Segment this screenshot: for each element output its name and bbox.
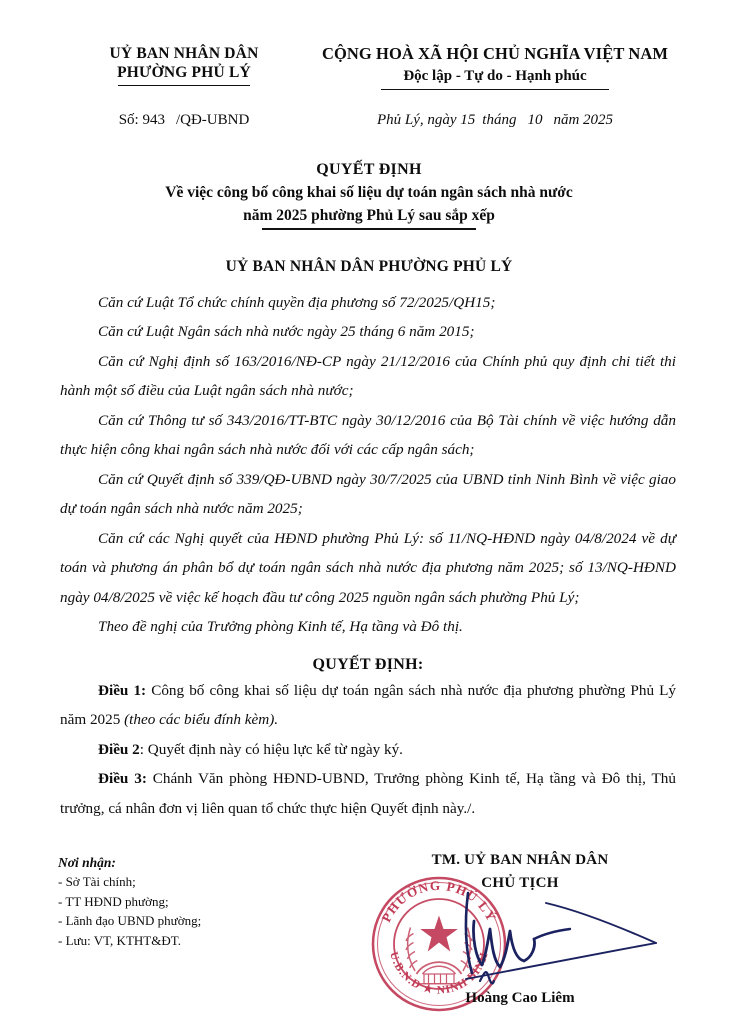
article-2-label: Điều 2 [98, 740, 140, 758]
date-day: 15 [460, 112, 476, 129]
signer-organization: TM. UỶ BAN NHÂN DÂN [431, 852, 609, 869]
recipient-item: - Lưu: VT, KTHT&ĐT. [58, 932, 181, 948]
proposal-basis: Theo đề nghị của Trưởng phòng Kinh tế, Hạ tầng và Đô thị. [98, 618, 463, 636]
article-3 [60, 764, 676, 823]
country-name: CỘNG HOÀ XÃ HỘI CHỦ NGHĨA VIỆT NAM [321, 44, 669, 63]
issuing-authority: UỶ BAN NHÂN DÂN PHƯỜNG PHỦ LÝ [225, 257, 513, 275]
document-date [310, 112, 680, 129]
article-3-label: Điều 3: [98, 770, 147, 788]
article-1-attachment-note: (theo các biểu đính kèm). [124, 711, 279, 729]
date-month-label: tháng [482, 112, 517, 129]
article-1-text: Công bố công khai số liệu dự toán ngân sách nhà nước địa phương phường Phủ Lý năm 2025 [60, 681, 677, 729]
legal-basis-item: Căn cứ các Nghị quyết của HĐND phường Phủ Lý: số 11/NQ-HĐND ngày 04/8/2024 về dự toán và phương án phân bổ dự toán ngân sách nhà nước địa phương năm 2025; số 13/NQ-HĐND ngày 04/8/2025 về việc kế hoạch đầu tư công 2025 nguồn ngân sách phường Phủ Lý; [60, 529, 676, 606]
document-footer [0, 849, 738, 1009]
legal-basis-item: Căn cứ Thông tư số 343/2016/TT-BTC ngày 30/12/2016 của Bộ Tài chính về việc hướng dẫn thực hiện công khai ngân sách nhà nước đối với các cấp ngân sách; [60, 411, 676, 459]
recipients-block [58, 849, 358, 1009]
document-subject-line1: Về việc công bố công khai số liệu dự toán ngân sách nhà nước [165, 184, 573, 202]
date-year: 2025 [583, 112, 614, 129]
document-number-suffix: /QĐ-UBND [175, 112, 250, 129]
document-type-title: QUYẾT ĐỊNH [316, 161, 422, 179]
article-3-text: Chánh Văn phòng HĐND-UBND, Trưởng phòng Kinh tế, Hạ tầng và Đô thị, Thủ trưởng, cá nhân đơn vị liên quan tổ chức thực hiện Quyết định này./. [60, 770, 676, 817]
legal-basis-item: Căn cứ Luật Tổ chức chính quyền địa phương số 72/2025/QH15; [98, 293, 496, 311]
article-1-label: Điều 1: [98, 681, 147, 699]
decision-heading: QUYẾT ĐỊNH: [312, 655, 424, 673]
org-underline [118, 85, 250, 86]
document-body [0, 288, 738, 824]
legal-basis-item: Căn cứ Luật Ngân sách nhà nước ngày 25 tháng 6 năm 2015; [98, 323, 475, 341]
signature-block [358, 849, 682, 1009]
recipient-item: - Sở Tài chính; [58, 874, 136, 890]
article-2 [60, 735, 676, 765]
national-heading [310, 44, 680, 90]
date-place: Phủ Lý, ngày [376, 112, 457, 129]
document-meta-row [0, 90, 738, 129]
date-month: 10 [527, 112, 543, 129]
org-name-line2: PHƯỜNG PHỦ LÝ [117, 64, 251, 81]
title-block [0, 159, 738, 229]
signer-role: CHỦ TỊCH [481, 875, 559, 892]
motto-underline [381, 89, 609, 90]
legal-basis-item: Căn cứ Nghị định số 163/2016/NĐ-CP ngày 21/12/2016 của Chính phủ quy định chi tiết thi hành một số điều của Luật ngân sách nhà nước; [60, 352, 676, 400]
recipient-item: - Lãnh đạo UBND phường; [58, 913, 202, 929]
document-number [58, 112, 310, 129]
svg-text:U.B.N.D ★ NINH BÌNH: U.B.N.D ★ NINH BÌNH [387, 950, 491, 997]
document-number-value: 943 [142, 112, 165, 129]
legal-basis-item: Căn cứ Quyết định số 339/QĐ-UBND ngày 30/7/2025 của UBND tỉnh Ninh Bình về việc giao dự toán ngân sách nhà nước năm 2025; [60, 470, 676, 518]
issuing-organization [58, 44, 310, 86]
document-number-prefix: Số: [118, 112, 139, 129]
document-subject-line2: năm 2025 phường Phủ Lý sau sắp xếp [243, 207, 495, 225]
national-motto: Độc lập - Tự do - Hạnh phúc [403, 68, 587, 84]
recipients-title: Nơi nhận: [58, 855, 116, 871]
date-year-label: năm [553, 112, 580, 129]
subject-underline [262, 228, 476, 229]
document-header [0, 0, 738, 90]
article-2-text: : Quyết định này có hiệu lực kể từ ngày ký. [139, 740, 403, 758]
org-name-line1: UỶ BAN NHÂN DÂN [109, 45, 259, 62]
recipient-item: - TT HĐND phường; [58, 893, 169, 909]
article-1 [60, 676, 676, 735]
svg-text:PHƯỜNG PHỦ LÝ: PHƯỜNG PHỦ LÝ [378, 877, 500, 925]
signer-name: Hoàng Cao Liêm [465, 990, 575, 1007]
